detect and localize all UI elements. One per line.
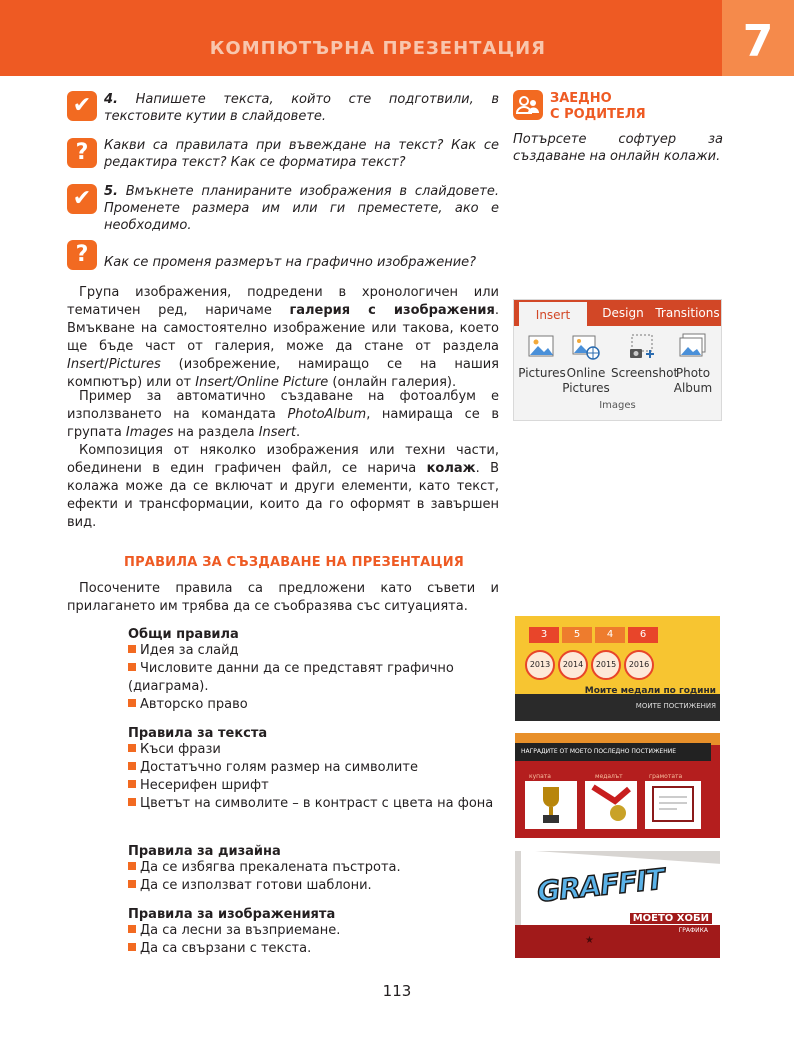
list-item: Да се използват готови шаблони.	[128, 877, 503, 895]
button-label: Pictures	[518, 366, 566, 380]
list-item: Къси фрази	[128, 741, 503, 759]
list-item: Цветът на символите – в контраст с цвета на фона	[128, 795, 503, 813]
list-item: Да се избягва прекалената пъстрота.	[128, 859, 503, 877]
button-label: Screenshot	[611, 366, 679, 380]
online-pictures-icon	[571, 332, 601, 362]
question-text: Какви са правилата при въвеждане на текст? Как се редактира текст? Как се форматира текст?	[104, 138, 499, 170]
bullet-square-icon	[128, 925, 136, 933]
running-title: КОМПЮТЪРНА ПРЕЗЕНТАЦИЯ	[209, 38, 546, 59]
graffiti-logo: GRAFFIT	[535, 862, 666, 909]
task-text: Вмъкнете планираните изображения в слайдовете. Променете размера им или ги преместете, ако е необходимо.	[104, 184, 500, 233]
button-label: Online Pictures	[562, 366, 610, 395]
rules-heading: Общи правила	[128, 627, 239, 642]
list-item: Достатъчно голям размер на символите	[128, 759, 503, 777]
chapter-number: 7	[722, 0, 794, 76]
screenshot-icon	[626, 332, 656, 362]
bullet-square-icon	[128, 762, 136, 770]
star-icon: ★	[585, 935, 594, 946]
checkmark-icon: ✔	[67, 91, 97, 121]
task-4	[104, 91, 499, 125]
rules-images	[128, 907, 503, 958]
button-label: Photo Album	[673, 366, 713, 395]
bullet-square-icon	[128, 880, 136, 888]
rules-general	[128, 627, 503, 714]
ribbon-tabs	[514, 300, 721, 326]
sidebar-text: Потърсете софтуер за създаване на онлайн колажи.	[513, 132, 723, 164]
task-text: Напишете текста, който сте подготвили, в текстовите кутии в слайдовете.	[104, 92, 499, 124]
slide-thumbnail-awards: НАГРАДИТЕ ОТ МОЕТО ПОСЛЕДНО ПОСТИЖЕНИЕ купата медалът грамотата	[515, 733, 720, 838]
medal-icon	[585, 781, 637, 829]
slide-footer: МОИТЕ ПОСТИЖЕНИЯ	[635, 702, 716, 710]
question-1	[104, 137, 499, 171]
slide-title: НАГРАДИТЕ ОТ МОЕТО ПОСЛЕДНО ПОСТИЖЕНИЕ	[515, 743, 711, 761]
photo-album-icon	[678, 332, 708, 362]
tab-insert[interactable]: Insert	[517, 300, 589, 326]
question-text: Как се променя размерът на графично изображение?	[104, 255, 477, 270]
slide-subtitle: ГРАФИКА	[678, 927, 708, 934]
sidebar-title: ЗАЕДНО С РОДИТЕЛЯ	[550, 91, 646, 122]
online-pictures-button[interactable]	[560, 332, 612, 396]
list-item: Да са свързани с текста.	[128, 940, 503, 958]
rules-text	[128, 726, 503, 813]
tab-design[interactable]: Design	[602, 306, 644, 320]
question-icon: ?	[67, 240, 97, 270]
bullet-square-icon	[128, 798, 136, 806]
pictures-icon	[527, 332, 557, 362]
list-item: Идея за слайд	[128, 642, 503, 660]
screenshot-button[interactable]	[611, 332, 679, 381]
photo-album-button[interactable]	[667, 332, 719, 396]
bullet-square-icon	[128, 780, 136, 788]
bullet-square-icon	[128, 943, 136, 951]
ribbon-group-label: Images	[599, 400, 636, 411]
header-bar	[0, 0, 722, 76]
slide-title: Моите медали по години	[584, 686, 716, 696]
bullet-square-icon	[128, 645, 136, 653]
list-item: Да са лесни за възприемане.	[128, 922, 503, 940]
rules-heading: Правила за текста	[128, 726, 268, 741]
rules-heading: Правила за дизайна	[128, 844, 281, 859]
paragraph-gallery: Група изображения, подредени в хронологичен или тематичен ред, наричаме галерия с изображения. Вмъкване на самостоятелно изображение или такова, което ще бъде част от галерия, може да стане от раздела Insert/Pictures (изобрежение, намиращо се на нашия компютър) или от Insert/Online Picture (онлайн галерия).	[67, 285, 499, 390]
checkmark-icon: ✔	[67, 184, 97, 214]
bullet-square-icon	[128, 699, 136, 707]
paragraph-photoalbum: Пример за автоматично създаване на фотоалбум е използването на командата PhotoAlbum, намираща се в групата Images на раздела Insert.	[67, 389, 499, 440]
question-2	[104, 254, 499, 271]
question-icon: ?	[67, 138, 97, 168]
task-number: 4.	[104, 92, 118, 107]
tab-transitions[interactable]: Transitions	[655, 306, 720, 320]
task-5	[104, 183, 499, 234]
list-item: Несерифен шрифт	[128, 777, 503, 795]
task-number: 5.	[104, 184, 118, 199]
list-item: Авторско право	[128, 696, 503, 714]
rules-heading: Правила за изображенията	[128, 907, 336, 922]
slide-thumbnail-hobby	[515, 851, 720, 958]
certificate-icon	[645, 781, 701, 829]
bullet-square-icon	[128, 663, 136, 671]
list-item: Числовите данни да се представят графично (диаграма).	[128, 661, 454, 694]
rules-design	[128, 844, 503, 895]
section-intro: Посочените правила са предложени като съвети и прилагането им трябва да се съобразява със ситуацията.	[67, 581, 499, 614]
paragraph-collage: Композиция от няколко изображения или техни части, обединени в един графичен файл, се нарича колаж. В колажа може да се включат и други елементи, като текст, ефекти и трансформации, които да го оформят в завършен вид.	[67, 443, 499, 530]
parents-icon	[513, 90, 543, 120]
section-title: ПРАВИЛА ЗА СЪЗДАВАНЕ НА ПРЕЗЕНТАЦИЯ	[124, 555, 464, 570]
slide-thumbnail-medals: 3 5 4 6 2013 2014 2015 2016 Моите медали по години МОИТЕ ПОСТИЖЕНИЯ	[515, 616, 720, 721]
bullet-square-icon	[128, 862, 136, 870]
steps-arrows: 3 5 4 6	[529, 627, 659, 643]
page-number: 113	[382, 982, 412, 1000]
ribbon-screenshot	[513, 299, 722, 421]
bullet-square-icon	[128, 744, 136, 752]
trophy-icon	[525, 781, 577, 829]
slide-title: МОЕТО ХОБИ	[630, 913, 712, 924]
